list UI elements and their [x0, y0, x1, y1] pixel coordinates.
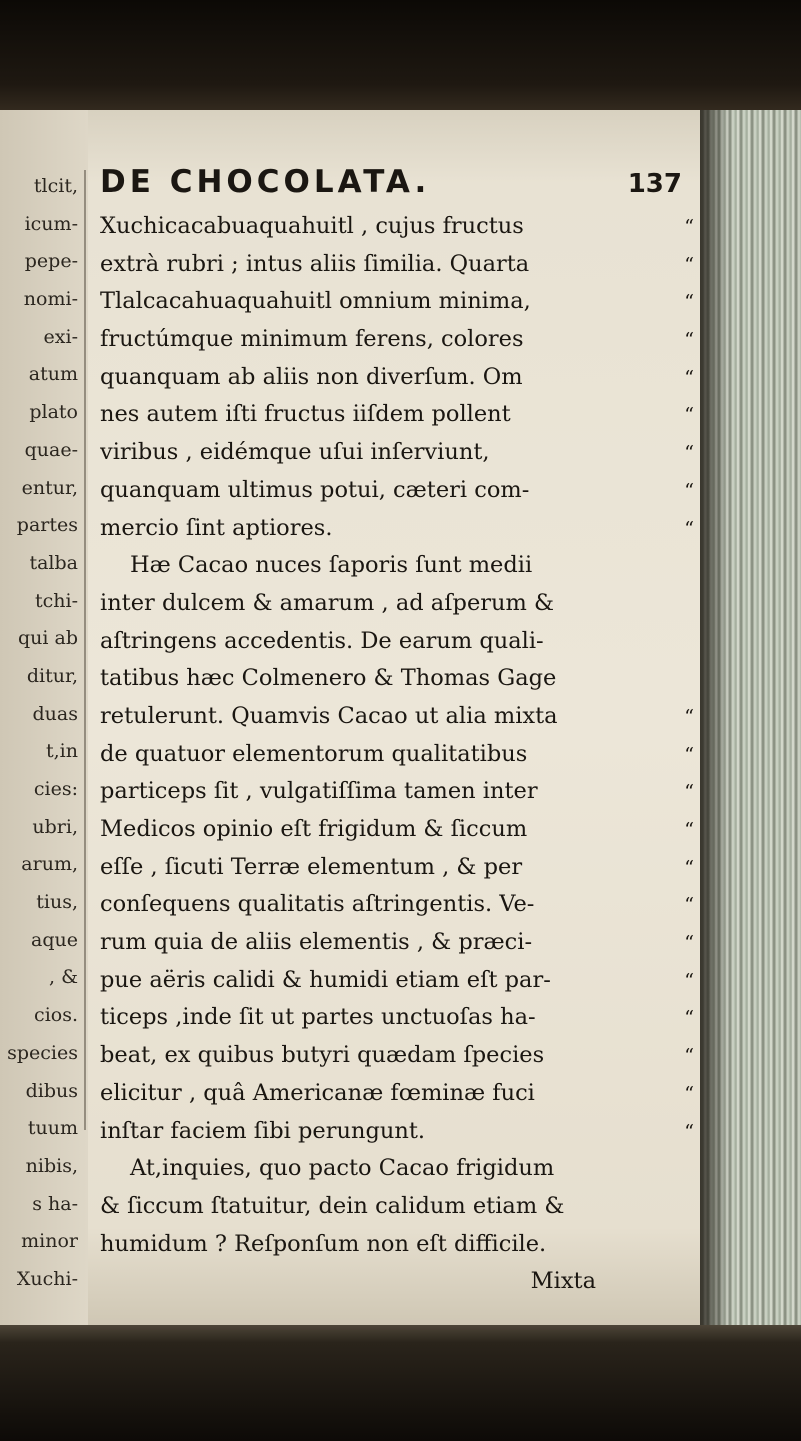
text-line: [100, 359, 700, 397]
line-text: pue aëris calidi & humidi etiam eſt par-: [100, 966, 551, 993]
line-text: Medicos opinio eſt frigidum & ſiccum: [100, 816, 528, 842]
quotation-mark: “: [684, 253, 694, 276]
facing-page-fragment: entur,: [21, 476, 78, 499]
facing-page-fragment: ubri,: [32, 815, 78, 838]
line-text: extrà rubri ; intus aliis ſimilia. Quarta: [100, 250, 530, 277]
quotation-mark: “: [684, 894, 694, 917]
line-text: quanquam ultimus potui, cæteri com-: [100, 476, 530, 503]
text-line: [100, 623, 700, 661]
quotation-mark: “: [684, 479, 694, 502]
text-line: [100, 736, 700, 774]
text-line: [100, 849, 700, 887]
line-text: quanquam ab aliis non diverſum. Om: [100, 363, 523, 390]
facing-page-fragment: dibus: [25, 1079, 78, 1102]
line-text: conſequens qualitatis aſtringentis. Ve-: [100, 891, 535, 918]
quotation-mark: “: [684, 291, 694, 314]
text-line: [100, 886, 700, 924]
line-text: inſtar faciem ſibi perungunt.: [100, 1117, 426, 1144]
facing-page-fragment: plato: [29, 401, 78, 424]
facing-page-fragment: partes: [16, 514, 78, 537]
text-line: [100, 1113, 700, 1151]
text-line: [100, 1226, 700, 1264]
page-number: 137: [627, 169, 682, 199]
quotation-mark: “: [684, 969, 694, 992]
text-line: [100, 396, 700, 434]
text-line: [100, 1188, 700, 1226]
facing-page-fragment: quae-: [24, 438, 78, 461]
line-text: rum quia de aliis elementis , & præci-: [100, 929, 533, 956]
quotation-mark: “: [684, 1120, 694, 1143]
facing-page-fragment: tius,: [36, 891, 78, 914]
facing-page-fragment: Xuchi-: [16, 1267, 78, 1290]
text-line: [100, 962, 700, 1000]
text-line: [100, 1150, 700, 1188]
line-text: Tlalcacahuaquahuitl omnium minima,: [100, 288, 531, 315]
text-line: [100, 510, 700, 548]
running-head: [100, 164, 690, 200]
body-text: [100, 208, 700, 1301]
facing-page-fragment: aque: [31, 928, 78, 951]
text-line: [100, 585, 700, 623]
line-text: humidum ? Reſponſum non eſt difficile.: [100, 1230, 547, 1257]
facing-page-fragment: species: [7, 1041, 78, 1064]
line-text: retulerunt. Quamvis Cacao ut alia mixta: [100, 702, 558, 729]
line-text: At,inquies, quo pacto Cacao frigidum: [130, 1155, 555, 1182]
line-text: Mixta: [530, 1268, 596, 1295]
quotation-mark: “: [684, 819, 694, 841]
quotation-mark: “: [684, 705, 694, 728]
facing-page-fragment: tuum: [27, 1117, 78, 1140]
quotation-mark: “: [684, 216, 694, 238]
facing-page-fragment: ditur,: [26, 664, 78, 687]
line-text: viribus , eidémque uſui inſerviunt,: [100, 439, 490, 466]
facing-page-fragment: tlcit,: [33, 175, 78, 197]
text-line: [100, 283, 700, 321]
facing-page-fragment: talba: [29, 551, 78, 574]
line-text: particeps ſit , vulgatiſſima tamen inter: [100, 778, 538, 805]
line-text: de quatuor elementorum qualitatibus: [100, 740, 528, 767]
scan-background-bottom: [0, 1310, 801, 1441]
facing-page-fragment: atum: [28, 363, 78, 386]
facing-page-fragments: [0, 168, 84, 1299]
facing-page-fragment: tchi-: [34, 589, 78, 612]
text-line: [100, 1263, 700, 1301]
facing-page-fragment: cies:: [33, 778, 78, 800]
quotation-mark: “: [684, 1007, 694, 1030]
line-text: Xuchicacabuaquahuitl , cujus fructus: [100, 213, 524, 239]
text-line: [100, 999, 700, 1037]
quotation-mark: “: [684, 932, 694, 955]
scan-background-top: [0, 0, 801, 120]
facing-page-fragment: qui ab: [17, 627, 78, 650]
text-line: [100, 698, 700, 736]
facing-page-fragment: nomi-: [23, 288, 78, 311]
line-text: & ſiccum ſtatuitur, dein calidum etiam &: [100, 1192, 565, 1219]
line-text: mercio ſint aptiores.: [100, 514, 333, 541]
book-page: [0, 110, 712, 1325]
quotation-mark: “: [684, 404, 694, 427]
text-line: [100, 321, 700, 359]
facing-page-fragment: arum,: [21, 853, 78, 876]
text-line: [100, 924, 700, 962]
facing-page-fragment: exi-: [43, 325, 78, 348]
line-text: elicitur , quâ Americanæ fœminæ fuci: [100, 1079, 535, 1106]
quotation-mark: “: [684, 329, 694, 352]
quotation-mark: “: [684, 1045, 694, 1068]
facing-page-fragment: , &: [49, 966, 78, 989]
text-line: [100, 208, 700, 246]
quotation-mark: “: [684, 1082, 694, 1105]
text-line: [100, 472, 700, 510]
line-text: Hæ Cacao nuces ſaporis ſunt medii: [130, 552, 533, 579]
quotation-mark: “: [684, 366, 694, 389]
text-line: [100, 811, 700, 849]
text-line: [100, 1037, 700, 1075]
facing-page-fragment: t,in: [46, 740, 78, 763]
gutter-rule: [84, 170, 86, 1130]
text-line: [100, 434, 700, 472]
text-line: [100, 547, 700, 585]
line-text: nes autem iſti fructus iiſdem pollent: [100, 401, 511, 428]
quotation-mark: “: [684, 743, 694, 766]
line-text: ticeps ,inde ſit ut partes unctuoſas ha-: [100, 1004, 536, 1031]
facing-page-fragment: minor: [21, 1230, 78, 1253]
line-text: fructúmque minimum ferens, colores: [100, 326, 524, 353]
text-line: [100, 246, 700, 284]
quotation-mark: “: [684, 517, 694, 540]
running-head-title: DE CHOCOLATA.: [100, 164, 431, 200]
quotation-mark: “: [684, 442, 694, 465]
facing-page-fragment: s ha-: [32, 1192, 78, 1215]
page-edge-shadow: [700, 110, 730, 1325]
line-text: aſtringens accedentis. De earum quali-: [100, 627, 544, 654]
facing-page-edge: [0, 110, 88, 1325]
quotation-mark: “: [684, 781, 694, 804]
facing-page-fragment: cios.: [34, 1004, 78, 1027]
facing-page-fragment: duas: [32, 702, 78, 725]
line-text: eſſe , ſicuti Terræ elementum , & per: [100, 853, 523, 880]
facing-page-fragment: nibis,: [25, 1154, 78, 1177]
text-line: [100, 660, 700, 698]
line-text: inter dulcem & amarum , ad aſperum &: [100, 589, 555, 616]
quotation-mark: “: [684, 856, 694, 879]
text-line: [100, 773, 700, 811]
line-text: tatibus hæc Colmenero & Thomas Gage: [100, 665, 557, 692]
line-text: beat, ex quibus butyri quædam ſpecies: [100, 1042, 545, 1069]
facing-page-fragment: icum-: [24, 212, 78, 235]
facing-page-fragment: pepe-: [24, 250, 78, 273]
text-line: [100, 1075, 700, 1113]
